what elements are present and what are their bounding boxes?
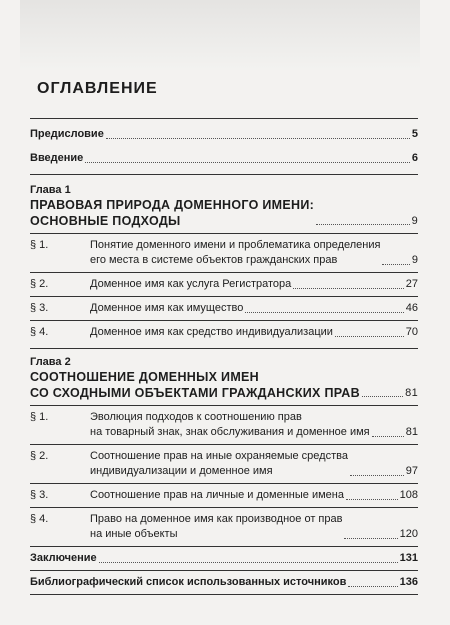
section-number: § 1. [30, 411, 49, 423]
section-number: § 3. [30, 489, 49, 501]
chapter-page: 9 [411, 215, 418, 227]
section-label: Право на доменное имя как производное от прав на иные объекты [90, 513, 343, 540]
entry-page: 131 [399, 552, 418, 564]
toc-entry-introduction[interactable] [30, 151, 418, 166]
chapter-1-title[interactable] [30, 197, 418, 229]
entry-label: Введение [30, 152, 84, 164]
section-label: Доменное имя как имущество [90, 302, 244, 314]
section-number: § 1. [30, 239, 49, 251]
entry-page: 6 [411, 152, 418, 164]
dot-leader [350, 475, 404, 476]
section-page: 27 [405, 278, 418, 290]
section-number: § 2. [30, 278, 49, 290]
toc-entry-bibliography[interactable] [30, 575, 418, 590]
toc-section-1-4[interactable] [30, 325, 418, 340]
section-page: 108 [399, 489, 418, 501]
chapter-page: 81 [405, 387, 418, 399]
dot-leader [245, 312, 403, 313]
dot-leader [106, 138, 410, 139]
toc-section-2-2[interactable] [30, 449, 418, 479]
toc-section-2-4[interactable] [30, 512, 418, 542]
section-page: 46 [405, 302, 418, 314]
toc-heading: ОГЛАВЛЕНИЕ [37, 80, 158, 97]
dot-leader [316, 224, 409, 225]
section-number: § 4. [30, 513, 49, 525]
dot-leader [362, 396, 403, 397]
section-number: § 4. [30, 326, 49, 338]
dot-leader [346, 499, 398, 500]
toc-section-1-3[interactable] [30, 301, 418, 316]
dot-leader [372, 436, 404, 437]
section-label: Доменное имя как средство индивидуализации [90, 326, 333, 338]
section-number: § 3. [30, 302, 49, 314]
dot-leader [99, 562, 398, 563]
dot-leader [335, 336, 404, 337]
section-label: Эволюция подходов к соотношению прав на товарный знак, знак обслуживания и доменное имя [90, 411, 370, 438]
toc-section-2-1[interactable] [30, 410, 418, 440]
section-number: § 2. [30, 450, 49, 462]
entry-page: 5 [411, 128, 418, 140]
section-label: Понятие доменного имени и проблематика определения его места в системе объектов гражданских прав [90, 239, 381, 266]
section-label: Доменное имя как услуга Регистратора [90, 278, 292, 290]
section-page: 120 [399, 528, 418, 540]
toc-entry-preface[interactable] [30, 127, 418, 142]
section-label: Соотношение прав на личные и доменные имена [90, 489, 344, 501]
section-page: 81 [405, 426, 418, 438]
section-page: 97 [405, 465, 418, 477]
bleed-through-shadow [20, 0, 420, 70]
chapter-title-text: СООТНОШЕНИЕ ДОМЕННЫХ ИМЕН СО СХОДНЫМИ ОБЪЕКТАМИ ГРАЖДАНСКИХ ПРАВ [30, 370, 360, 400]
dot-leader [348, 586, 397, 587]
chapter-1-label: Глава 1 [30, 184, 71, 196]
section-page: 9 [411, 254, 418, 266]
section-page: 70 [405, 326, 418, 338]
dot-leader [293, 288, 404, 289]
section-label: Соотношение прав на иные охраняемые средства индивидуализации и доменное имя [90, 450, 348, 477]
dot-leader [382, 264, 409, 265]
chapter-2-label: Глава 2 [30, 356, 71, 368]
entry-label: Библиографический список использованных источников [30, 576, 347, 588]
entry-page: 136 [399, 576, 418, 588]
toc-entry-conclusion[interactable] [30, 551, 418, 566]
chapter-title-text: ПРАВОВАЯ ПРИРОДА ДОМЕННОГО ИМЕНИ: ОСНОВНЫЕ ПОДХОДЫ [30, 198, 315, 228]
toc-section-2-3[interactable] [30, 488, 418, 503]
toc-section-1-1[interactable] [30, 238, 418, 268]
entry-label: Заключение [30, 552, 97, 564]
dot-leader [85, 162, 410, 163]
entry-label: Предисловие [30, 128, 104, 140]
bottom-rule [30, 594, 418, 595]
table-of-contents [30, 118, 418, 595]
dot-leader [344, 538, 397, 539]
chapter-2-title[interactable] [30, 369, 418, 401]
toc-section-1-2[interactable] [30, 277, 418, 292]
